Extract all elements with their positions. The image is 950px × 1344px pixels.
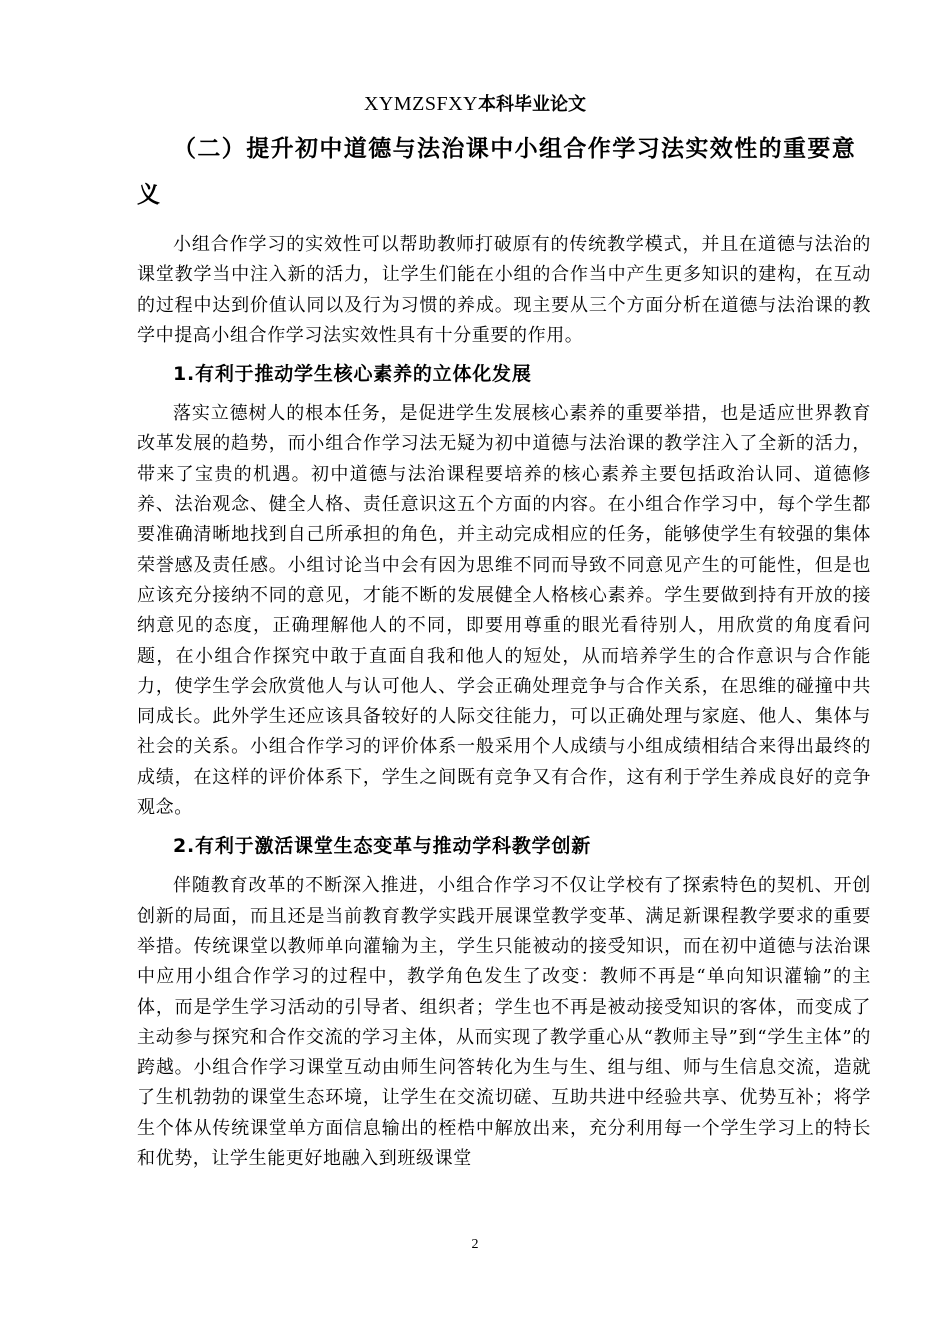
running-header	[0, 90, 950, 119]
subsection-paragraph-2: 伴随教育改革的不断深入推进，小组合作学习不仅让学校有了探索特色的契机、开创创新的局面，而且还是当前教育教学实践开展课堂教学变革、满足新课程教学要求的重要举措。传统课堂以教师单向灌输为主，学生只能被动的接受知识，而在初中道德与法治课中应用小组合作学习的过程中，教学角色发生了改变：教师不再是“单向知识灌输”的主体，而是学生学习活动的引导者、组织者；学生也不再是被动接受知识的客体，而变成了主动参与探究和合作交流的学习主体，从而实现了教学重心从“教师主导”到“学生主体”的跨越。小组合作学习课堂互动由师生问答转化为生与生、组与组、师与生信息交流，造就了生机勃勃的课堂生态环境，让学生在交流切磋、互助共进中经验共享、优势互补；将学生个体从传统课堂单方面信息输出的桎梏中解放出来，充分利用每一个学生学习上的特长和优势，让学生能更好地融入到班级课堂	[137, 875, 871, 1170]
subsection-heading-2: 2.有利于激活课堂生态变革与推动学科教学创新	[173, 835, 592, 858]
page-number: 2	[471, 1237, 479, 1252]
body-content	[137, 126, 871, 1174]
intro-paragraph: 小组合作学习的实效性可以帮助教师打破原有的传统教学模式，并且在道德与法治的课堂教学当中注入新的活力，让学生们能在小组的合作当中产生更多知识的建构，在互动的过程中达到价值认同以及行为习惯的养成。现主要从三个方面分析在道德与法治课的教学中提高小组合作学习法实效性具有十分重要的作用。	[137, 234, 871, 346]
subsection-heading-1: 1.有利于推动学生核心素养的立体化发展	[173, 363, 532, 386]
header-school-code: XYMZSFXY	[363, 93, 479, 115]
subsection-paragraph-1: 落实立德树人的根本任务，是促进学生发展核心素养的重要举措，也是适应世界教育改革发展的趋势，而小组合作学习法无疑为初中道德与法治课的教学注入了全新的活力，带来了宝贵的机遇。初中道德与法治课程要培养的核心素养主要包括政治认同、道德修养、法治观念、健全人格、责任意识这五个方面的内容。在小组合作学习中，每个学生都要准确清晰地找到自己所承担的角色，并主动完成相应的任务，能够使学生有较强的集体荣誉感及责任感。小组讨论当中会有因为思维不同而导致不同意见产生的可能性，但是也应该充分接纳不同的意见，才能不断的发展健全人格核心素养。学生要做到持有开放的接纳意见的态度，正确理解他人的不同，即要用尊重的眼光看待别人，用欣赏的角度看问题，在小组合作探究中敢于直面自我和他人的短处，从而培养学生的合作意识与合作能力，使学生学会欣赏他人与认可他人、学会正确处理竞争与合作关系，在思维的碰撞中共同成长。此外学生还应该具备较好的人际交往能力，可以正确处理与家庭、他人、集体与社会的关系。小组合作学习的评价体系一般采用个人成绩与小组成绩相结合来得出最终的成绩，在这样的评价体系下，学生之间既有竞争又有合作，这有利于学生养成良好的竞争观念。	[137, 403, 871, 819]
header-thesis-label: 本科毕业论文	[478, 94, 587, 115]
section-heading: （二）提升初中道德与法治课中小组合作学习法实效性的重要意义	[137, 136, 857, 208]
